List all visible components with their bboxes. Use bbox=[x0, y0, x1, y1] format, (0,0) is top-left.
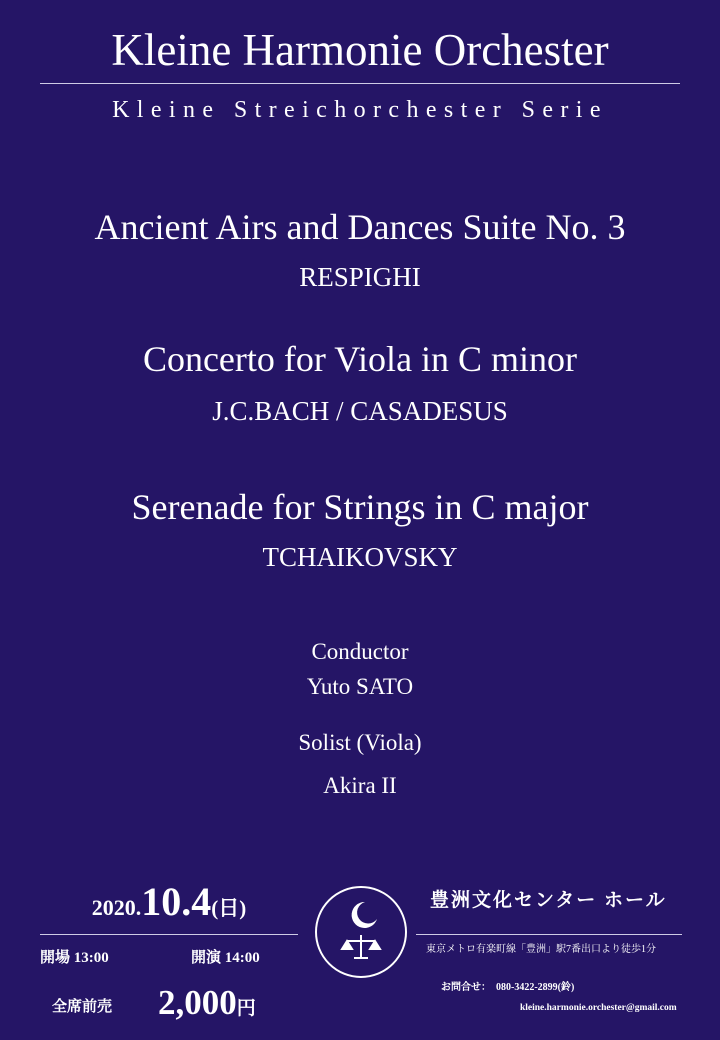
start-time: 開演 14:00 bbox=[191, 950, 260, 966]
venue-divider bbox=[416, 934, 682, 935]
title-divider bbox=[40, 83, 680, 84]
date-divider bbox=[40, 934, 298, 935]
soloist-name: Akira II bbox=[323, 773, 397, 798]
program-composer-3: TCHAIKOVSKY bbox=[262, 542, 458, 572]
venue-access: 東京メトロ有楽町線「豊洲」駅7番出口より徒歩1分 bbox=[426, 944, 656, 955]
orchestra-title: Kleine Harmonie Orchester bbox=[111, 25, 609, 75]
ticket-price bbox=[158, 983, 256, 1023]
price-unit: 円 bbox=[236, 998, 256, 1019]
date-year: 2020. bbox=[91, 895, 142, 920]
conductor-label: Conductor bbox=[311, 639, 409, 664]
soloist-label: Solist (Viola) bbox=[298, 730, 422, 755]
conductor-name: Yuto SATO bbox=[306, 674, 414, 699]
concert-date bbox=[58, 878, 280, 925]
program-composer-1: RESPIGHI bbox=[299, 262, 421, 292]
series-subtitle: Kleine Streichorchester Serie bbox=[112, 97, 608, 123]
program-composer-2: J.C.BACH / CASADESUS bbox=[212, 396, 508, 426]
contact-email[interactable]: kleine.harmonie.orchester@gmail.com bbox=[520, 1003, 677, 1013]
orchestra-emblem bbox=[314, 885, 408, 979]
date-weekday: (日) bbox=[211, 896, 247, 920]
doors-time: 開場 13:00 bbox=[40, 950, 109, 966]
program-work-1: Ancient Airs and Dances Suite No. 3 bbox=[94, 207, 626, 247]
price-value: 2,000 bbox=[158, 983, 237, 1022]
program-work-2: Concerto for Viola in C minor bbox=[142, 339, 578, 379]
date-month-day: 10.4 bbox=[141, 879, 212, 924]
venue-name: 豊洲文化センター ホール bbox=[430, 890, 667, 911]
contact-phone: お問合せ： 080-3422-2899(鈴) bbox=[441, 982, 575, 993]
scales-icon bbox=[342, 935, 380, 958]
moon-icon bbox=[352, 902, 377, 928]
price-label: 全席前売 bbox=[52, 999, 113, 1015]
program-work-3: Serenade for Strings in C major bbox=[131, 487, 589, 527]
